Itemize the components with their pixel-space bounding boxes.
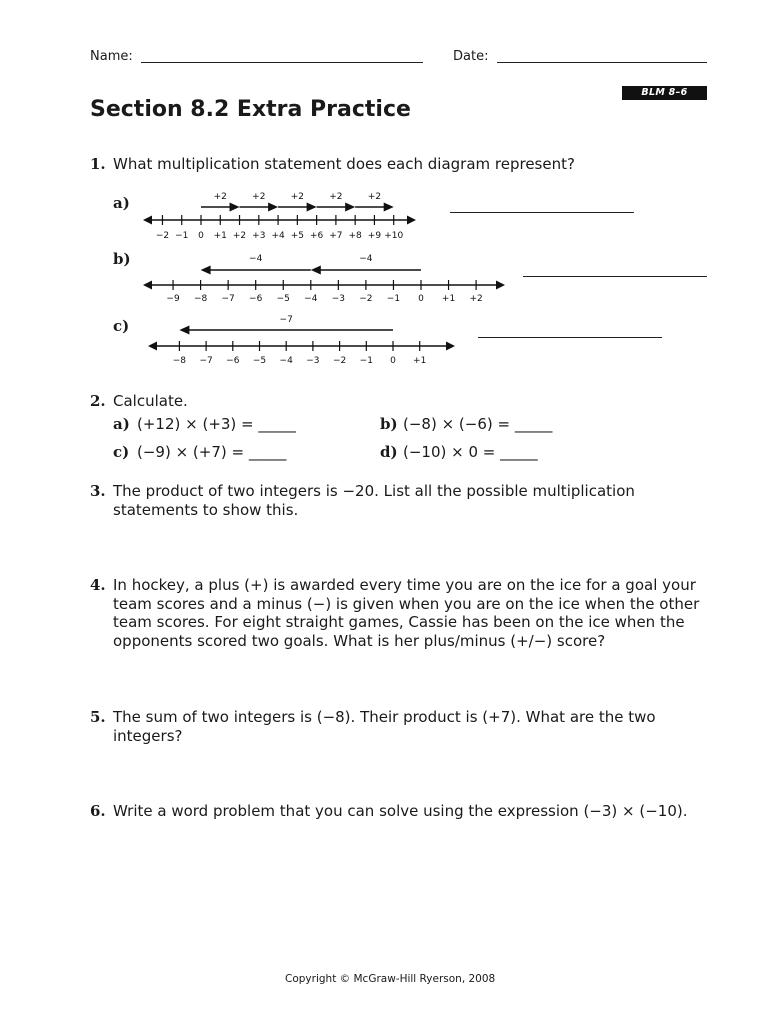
tick-label: 0	[198, 231, 204, 241]
jump-arrow-head	[384, 203, 394, 212]
tick-label: −9	[166, 294, 180, 304]
jump-arrow-head	[179, 326, 189, 335]
question-1-text: What multiplication statement does each diagram represent?	[113, 155, 575, 173]
number-line-b	[143, 254, 505, 304]
tick-label: +1	[213, 231, 227, 241]
jump-arrow-head	[311, 266, 321, 275]
number-line-a	[143, 192, 416, 241]
tick-label: −2	[155, 231, 170, 241]
axis-arrowhead-right	[446, 342, 455, 351]
tick-label: −1	[175, 231, 189, 241]
q1-part-c-answer-line	[478, 337, 662, 338]
number-line-c	[148, 315, 455, 366]
q2-part-a-label: a)	[113, 415, 130, 433]
tick-label: +2	[469, 294, 483, 304]
q1-part-b-answer-line	[523, 276, 707, 277]
q2-part-d-label: d)	[380, 443, 398, 461]
axis-arrowhead-right	[407, 216, 416, 225]
question-6-line: Write a word problem that you can solve using the expression (−3) × (−10).	[113, 802, 688, 820]
jump-arrow-label: −7	[279, 315, 293, 325]
q1-part-b-label: b)	[113, 250, 131, 268]
question-4-line: opponents scored two goals. What is her plus/minus (+/−) score?	[113, 632, 606, 650]
question-5-line: The sum of two integers is (−8). Their product is (+7). What are the two	[113, 708, 656, 726]
tick-label: −1	[359, 356, 373, 366]
jump-arrow-head	[345, 203, 355, 212]
name-blank-line	[141, 62, 423, 63]
jump-arrow-label: +2	[329, 192, 343, 202]
question-4-line: In hockey, a plus (+) is awarded every time you are on the ice for a goal your	[113, 576, 696, 594]
jump-arrow-label: +2	[290, 192, 304, 202]
jump-arrow-label: +2	[367, 192, 382, 202]
q2-part-c-label: c)	[113, 443, 130, 461]
question-4-line: team scores. For eight straight games, Cassie has been on the ice when the	[113, 613, 685, 631]
tick-label: +3	[252, 231, 266, 241]
tick-label: −4	[279, 356, 293, 366]
tick-label: −4	[304, 294, 318, 304]
date-label: Date:	[453, 49, 489, 64]
tick-label: +6	[309, 231, 324, 241]
jump-arrow-head	[268, 203, 278, 212]
question-3-number: 3.	[90, 482, 106, 500]
tick-label: −8	[172, 356, 187, 366]
q1-part-a-label: a)	[113, 194, 130, 212]
tick-label: 0	[390, 356, 396, 366]
q2-part-c-expression: (−9) × (+7) = _____	[137, 443, 287, 461]
tick-label: −3	[331, 294, 345, 304]
question-6-number: 6.	[90, 802, 106, 820]
tick-label: +4	[271, 231, 285, 241]
tick-label: −1	[386, 294, 401, 304]
q1-part-a-answer-line	[450, 212, 634, 213]
jump-arrow-label: +2	[252, 192, 266, 202]
page-title: Section 8.2 Extra Practice	[90, 97, 411, 122]
tick-label: +9	[367, 231, 382, 241]
question-4-line: team scores and a minus (−) is given when you are on the ice when the other	[113, 595, 700, 613]
blm-badge: BLM 8–6	[622, 86, 707, 100]
footer-copyright: Copyright © McGraw-Hill Ryerson, 2008	[285, 973, 496, 985]
axis-arrowhead-left	[143, 216, 152, 225]
q1-part-c-label: c)	[113, 317, 130, 335]
tick-label: −7	[199, 356, 213, 366]
date-blank-line	[497, 62, 707, 63]
axis-arrowhead-left	[148, 342, 157, 351]
tick-label: −8	[193, 294, 208, 304]
tick-label: +5	[290, 231, 304, 241]
question-5-number: 5.	[90, 708, 106, 726]
tick-label: +1	[441, 294, 456, 304]
question-2-text: Calculate.	[113, 392, 188, 410]
tick-label: +1	[413, 356, 427, 366]
question-3-line: The product of two integers is −20. List all the possible multiplication	[113, 482, 635, 500]
jump-arrow-head	[307, 203, 317, 212]
tick-label: −2	[359, 294, 373, 304]
jump-arrow-head	[201, 266, 211, 275]
tick-label: +7	[329, 231, 343, 241]
tick-label: +10	[384, 231, 404, 241]
tick-label: +2	[232, 231, 247, 241]
question-4-number: 4.	[90, 576, 106, 594]
tick-label: 0	[418, 294, 424, 304]
question-5-line: integers?	[113, 727, 183, 745]
tick-label: −2	[332, 356, 347, 366]
question-1-number: 1.	[90, 155, 106, 173]
question-2-number: 2.	[90, 392, 106, 410]
tick-label: +8	[348, 231, 362, 241]
tick-label: −3	[306, 356, 320, 366]
tick-label: −7	[221, 294, 235, 304]
question-3-line: statements to show this.	[113, 501, 299, 519]
jump-arrow-label: −4	[249, 254, 263, 264]
q2-part-a-expression: (+12) × (+3) = _____	[137, 415, 296, 433]
q2-part-d-expression: (−10) × 0 = _____	[403, 443, 538, 461]
tick-label: −5	[252, 356, 267, 366]
axis-arrowhead-right	[496, 281, 505, 290]
axis-arrowhead-left	[143, 281, 152, 290]
q2-part-b-expression: (−8) × (−6) = _____	[403, 415, 553, 433]
tick-label: −6	[249, 294, 263, 304]
q2-part-b-label: b)	[380, 415, 398, 433]
jump-arrow-label: −4	[359, 254, 373, 264]
tick-label: −5	[276, 294, 290, 304]
name-label: Name:	[90, 49, 133, 64]
tick-label: −6	[226, 356, 240, 366]
jump-arrow-label: +2	[213, 192, 227, 202]
jump-arrow-head	[230, 203, 240, 212]
